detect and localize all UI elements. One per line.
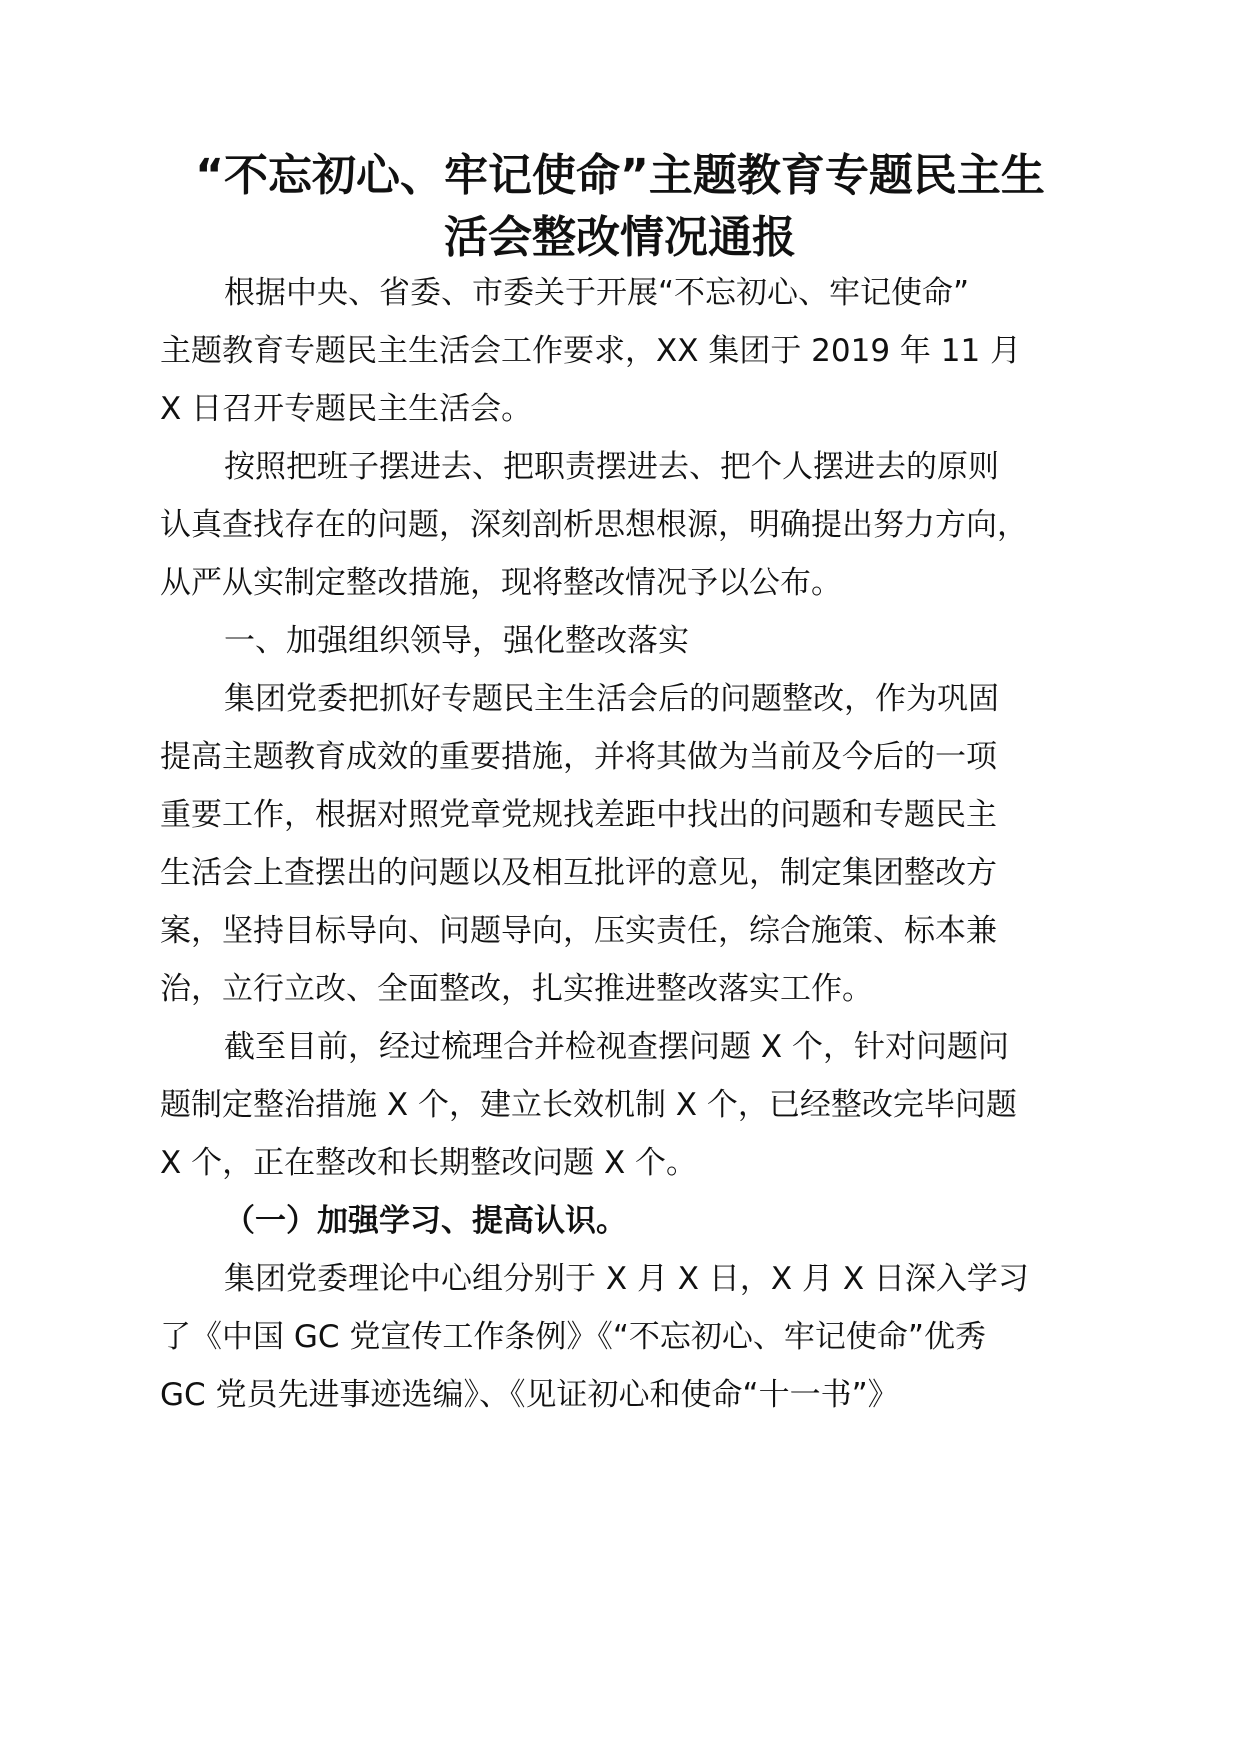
document-title-line-2: 活会整改情况通报 [444, 212, 796, 263]
paragraph-3-line-6: 治，立行立改、全面整改，扎实推进整改落实工作。 [160, 971, 873, 1007]
paragraph-2-line-2: 认真查找存在的问题，深刻剖析思想根源，明确提出努力方向， [160, 507, 1028, 543]
paragraph-1-line-1: 根据中央、省委、市委关于开展“不忘初心、牢记使命” [224, 275, 970, 311]
paragraph-4-line-3: X 个，正在整改和长期整改问题 X 个。 [160, 1145, 698, 1181]
paragraph-3-line-5: 案，坚持目标导向、问题导向，压实责任，综合施策、标本兼 [160, 913, 997, 949]
paragraph-1-line-3: X 日召开专题民主生活会。 [160, 391, 533, 427]
document-title-line-1: “不忘初心、牢记使命”主题教育专题民主生 [195, 150, 1045, 201]
paragraph-4-line-1: 截至目前，经过梳理合并检视查摆问题 X 个，针对问题问 [224, 1029, 1009, 1065]
paragraph-3-line-2: 提高主题教育成效的重要措施，并将其做为当前及今后的一项 [160, 739, 997, 775]
paragraph-5-line-2: 了《中国 GC 党宣传工作条例》《“不忘初心、牢记使命”优秀 [160, 1319, 986, 1355]
paragraph-5-line-3: GC 党员先进事迹选编》、《见证初心和使命“十一书”》 [160, 1377, 899, 1413]
paragraph-3-line-1: 集团党委把抓好专题民主生活会后的问题整改，作为巩固 [224, 681, 999, 717]
paragraph-3-line-3: 重要工作，根据对照党章党规找差距中找出的问题和专题民主 [160, 797, 997, 833]
paragraph-2-line-3: 从严从实制定整改措施，现将整改情况予以公布。 [160, 565, 842, 601]
paragraph-2-line-1: 按照把班子摆进去、把职责摆进去、把个人摆进去的原则 [224, 449, 999, 485]
paragraph-1-line-2: 主题教育专题民主生活会工作要求，XX 集团于 2019 年 11 月 [160, 333, 1022, 369]
paragraph-5-line-1: 集团党委理论中心组分别于 X 月 X 日，X 月 X 日深入学习 [224, 1261, 1029, 1297]
paragraph-3-line-4: 生活会上查摆出的问题以及相互批评的意见，制定集团整改方 [160, 855, 997, 891]
paragraph-4-line-2: 题制定整治措施 X 个，建立长效机制 X 个，已经整改完毕问题 [160, 1087, 1017, 1123]
section-heading-1: 一、加强组织领导，强化整改落实 [224, 623, 689, 659]
subsection-heading-1: （一）加强学习、提高认识。 [224, 1203, 627, 1239]
